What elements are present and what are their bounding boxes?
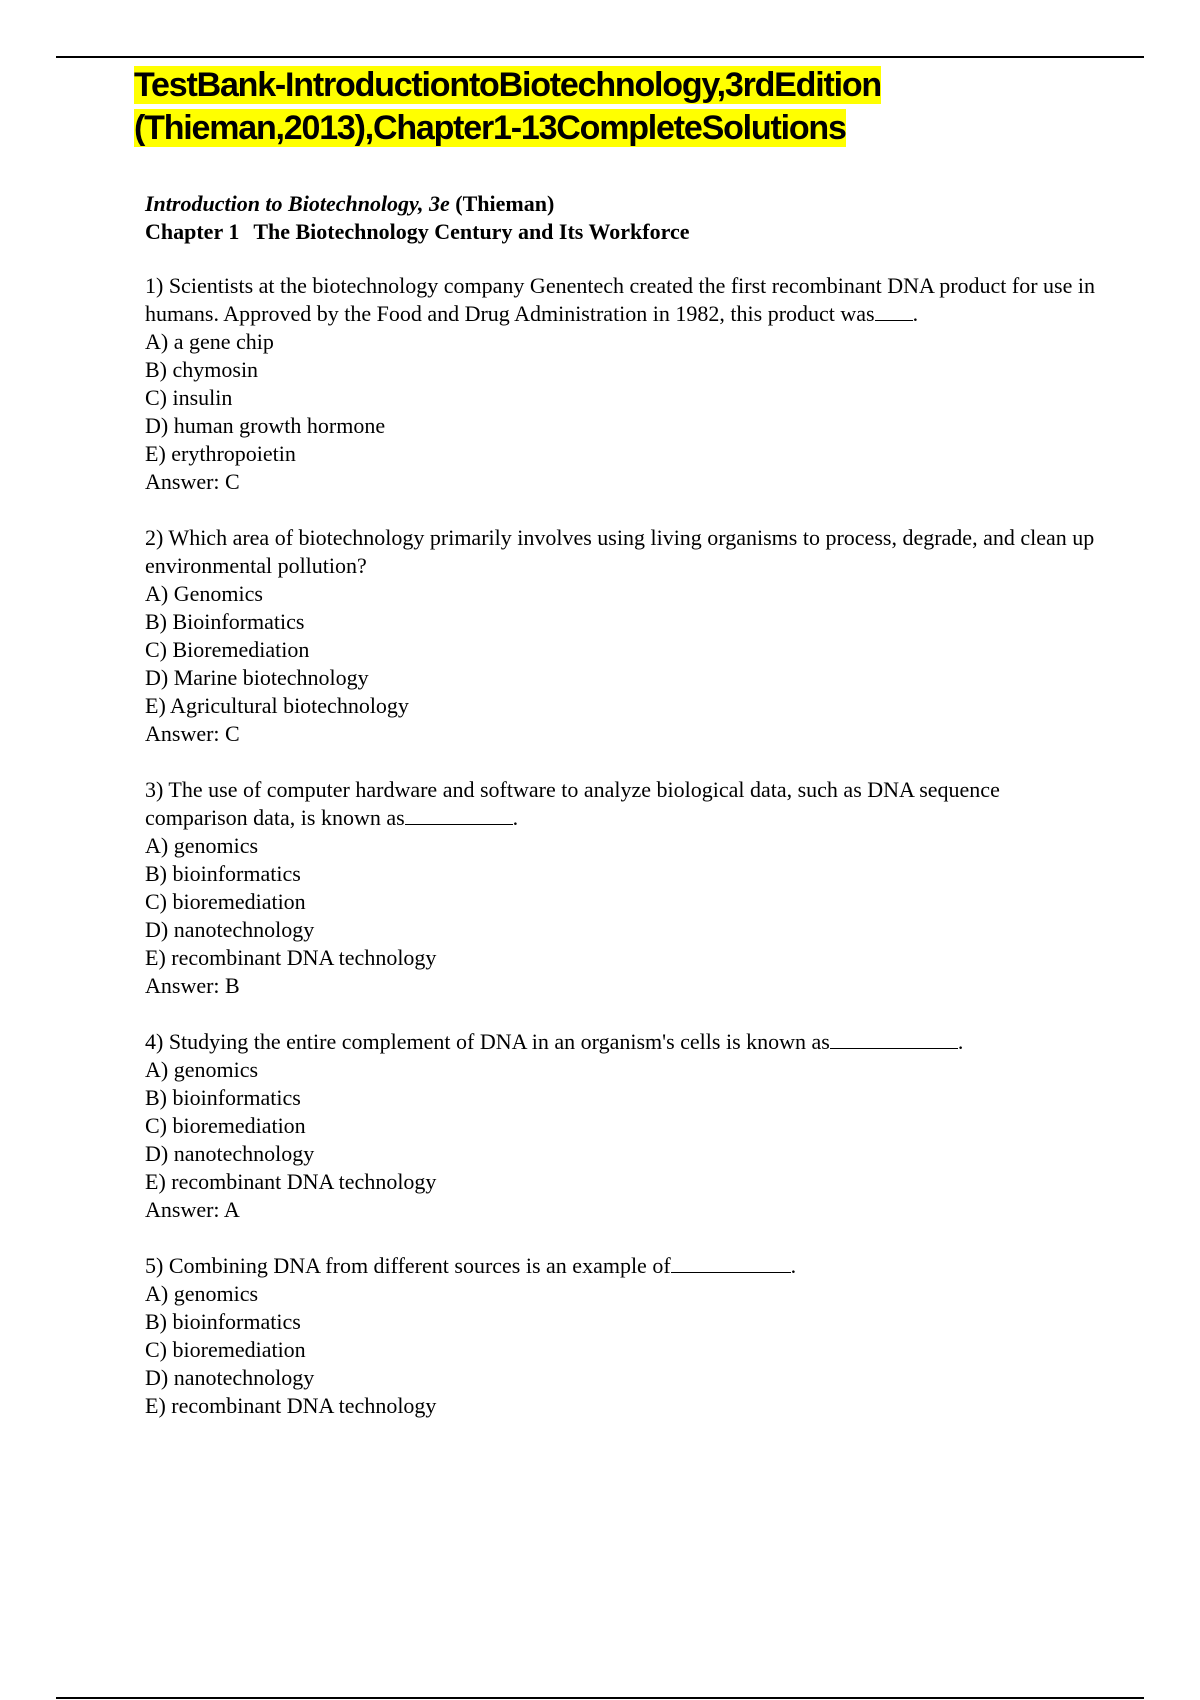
answer-blank	[830, 1028, 958, 1049]
answer-blank	[875, 300, 913, 321]
question-text	[145, 776, 1105, 832]
option-d: D) nanotechnology	[145, 1141, 315, 1166]
answer-options	[145, 328, 1105, 468]
question-text	[145, 1252, 1105, 1280]
question-5	[145, 1252, 1105, 1420]
question-4	[145, 1028, 1105, 1224]
option-d: D) human growth hormone	[145, 413, 386, 438]
question-stem: 1) Scientists at the biotechnology company Genentech created the first recombinant DNA product for use in humans. Approved by the Food and Drug Administration in 1982, this product was	[145, 273, 1095, 326]
option-c: C) bioremediation	[145, 1113, 306, 1138]
question-text	[145, 1028, 1105, 1056]
document-title	[134, 64, 1134, 150]
answer-key: Answer: A	[145, 1197, 240, 1222]
question-stem-end: .	[957, 1029, 964, 1054]
document-title-highlight: TestBank-IntroductiontoBiotechnology,3rdEdition (Thieman,2013),Chapter1-13CompleteSolutions	[134, 66, 881, 147]
option-d: D) Marine biotechnology	[145, 665, 369, 690]
option-d: D) nanotechnology	[145, 1365, 315, 1390]
answer-options	[145, 580, 1105, 720]
answer-blank	[405, 804, 513, 825]
question-3	[145, 776, 1105, 1000]
option-b: B) bioinformatics	[145, 861, 301, 886]
question-stem-end: .	[790, 1253, 797, 1278]
option-e: E) recombinant DNA technology	[145, 1169, 437, 1194]
answer-options	[145, 1056, 1105, 1196]
book-author: (Thieman)	[455, 191, 555, 216]
option-b: B) Bioinformatics	[145, 609, 305, 634]
bottom-rule	[56, 1697, 1144, 1699]
option-a: A) Genomics	[145, 581, 263, 606]
option-c: C) insulin	[145, 385, 233, 410]
answer-options	[145, 832, 1105, 972]
option-a: A) a gene chip	[145, 329, 274, 354]
option-e: E) Agricultural biotechnology	[145, 693, 409, 718]
question-stem-end: .	[512, 805, 519, 830]
question-stem: 5) Combining DNA from different sources is an example of	[145, 1253, 671, 1278]
question-text	[145, 272, 1105, 328]
option-b: B) chymosin	[145, 357, 259, 382]
option-a: A) genomics	[145, 833, 259, 858]
question-stem: 3) The use of computer hardware and software to analyze biological data, such as DNA sequence comparison data, is known as	[145, 777, 1000, 830]
chapter-label: Chapter 1	[145, 219, 240, 244]
answer-key: Answer: C	[145, 721, 240, 746]
question-1	[145, 272, 1105, 496]
option-b: B) bioinformatics	[145, 1085, 301, 1110]
book-heading	[145, 190, 1105, 218]
option-e: E) recombinant DNA technology	[145, 1393, 437, 1418]
question-stem-end: .	[912, 301, 919, 326]
chapter-name: The Biotechnology Century and Its Workforce	[253, 219, 690, 244]
answer-key: Answer: C	[145, 469, 240, 494]
option-e: E) recombinant DNA technology	[145, 945, 437, 970]
option-c: C) bioremediation	[145, 1337, 306, 1362]
option-e: E) erythropoietin	[145, 441, 296, 466]
answer-blank	[671, 1252, 791, 1273]
top-rule	[56, 56, 1144, 58]
chapter-heading	[145, 218, 1105, 246]
option-c: C) bioremediation	[145, 889, 306, 914]
answer-options	[145, 1280, 1105, 1420]
option-d: D) nanotechnology	[145, 917, 315, 942]
question-stem: 4) Studying the entire complement of DNA in an organism's cells is known as	[145, 1029, 830, 1054]
question-stem: 2) Which area of biotechnology primarily involves using living organisms to process, degrade, and clean up environmental pollution?	[145, 525, 1095, 578]
option-a: A) genomics	[145, 1281, 259, 1306]
question-2	[145, 524, 1105, 748]
answer-key: Answer: B	[145, 973, 240, 998]
document-body	[145, 190, 1105, 1448]
option-c: C) Bioremediation	[145, 637, 310, 662]
option-b: B) bioinformatics	[145, 1309, 301, 1334]
option-a: A) genomics	[145, 1057, 259, 1082]
book-title: Introduction to Biotechnology, 3e	[145, 191, 450, 216]
question-text	[145, 524, 1105, 580]
